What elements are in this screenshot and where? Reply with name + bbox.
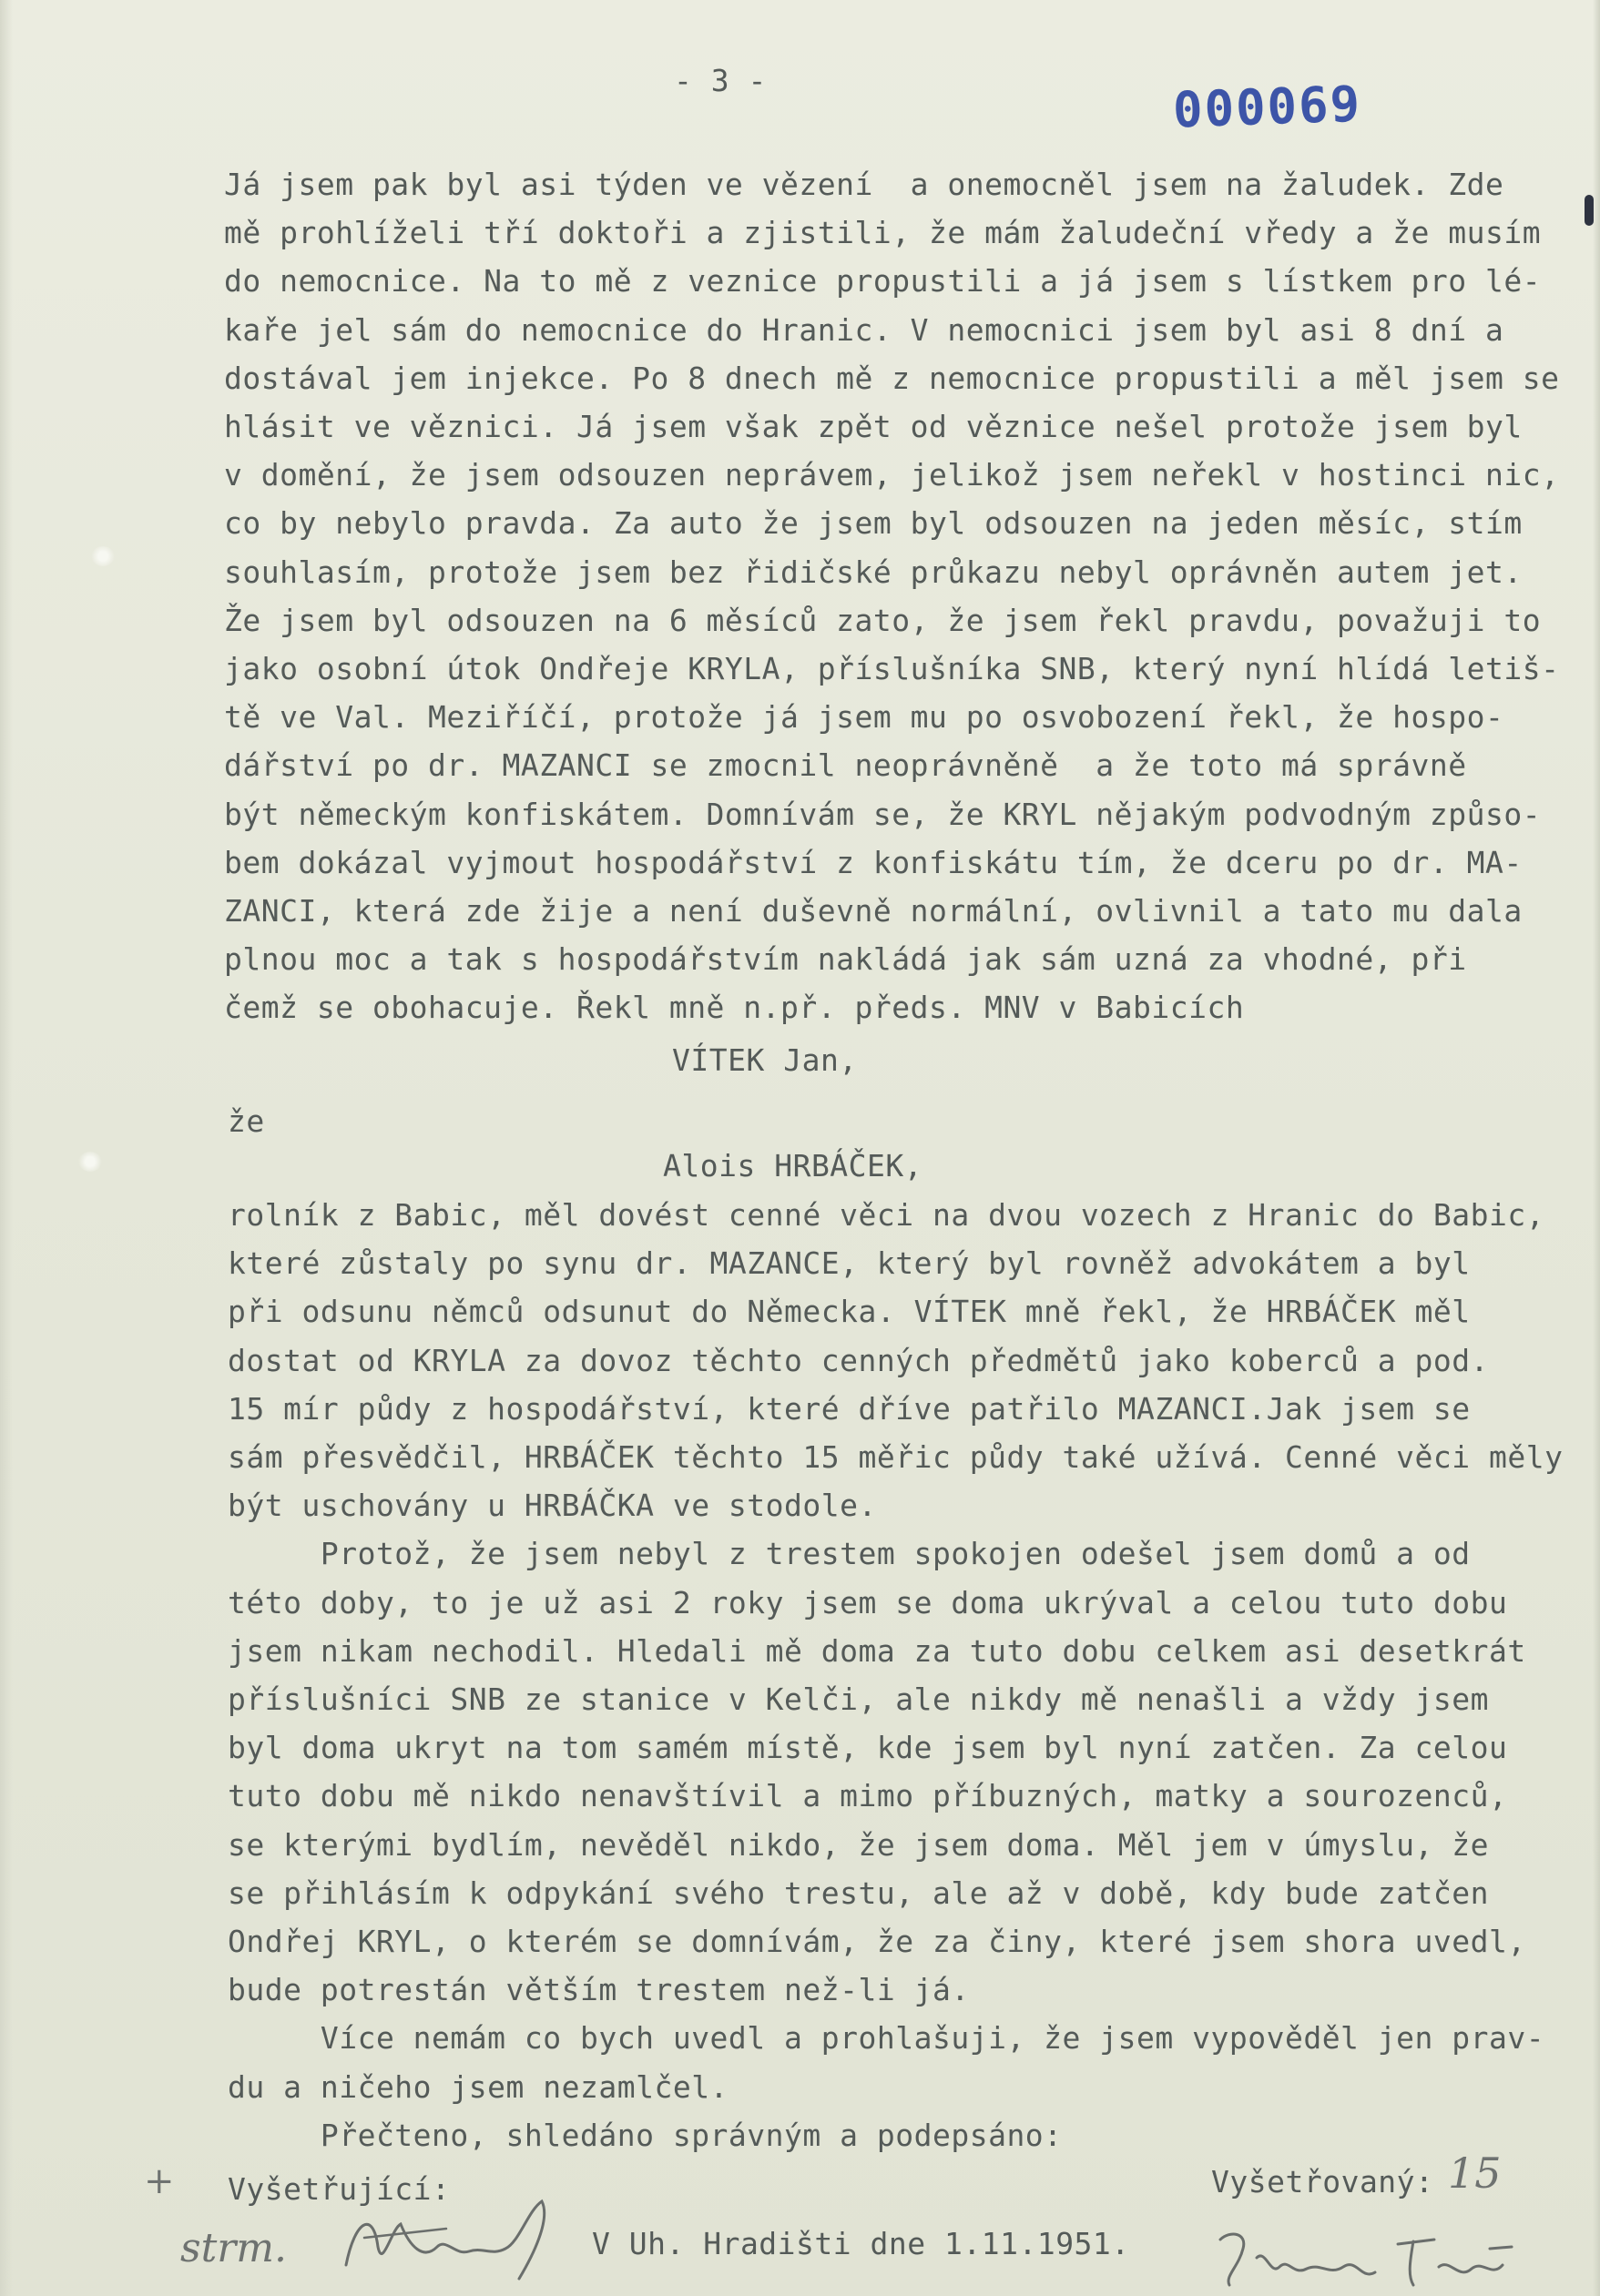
edge-ink-mark <box>1585 195 1594 226</box>
text-line: dostával jem injekce. Po 8 dnech mě z nemocnice propustili a měl jsem se <box>224 360 1560 396</box>
investigator-signature <box>337 2192 574 2292</box>
investigated-label: Vyšetřovaný: <box>1211 2164 1434 2199</box>
text-line: se přihlásím k odpykání svého trestu, ale až v době, kdy bude zatčen <box>228 1874 1490 1911</box>
text-line: které zůstaly po synu dr. MAZANCE, který byl rovněž advokátem a byl <box>228 1245 1471 1282</box>
text-line: do nemocnice. Na to mě z veznice propustili a já jsem s lístkem pro lé- <box>224 263 1542 300</box>
text-line: této doby, to je už asi 2 roky jsem se doma ukrýval a celou tuto dobu <box>228 1584 1508 1620</box>
text-line: rolník z Babic, měl dovést cenné věci na dvou vozech z Hranic do Babic, <box>228 1197 1545 1233</box>
place-date: V Uh. Hradišti dne 1.11.1951. <box>592 2226 1130 2261</box>
named-person-hrbacek: Alois HRBÁČEK, <box>663 1148 923 1184</box>
page-edge-right <box>1593 0 1600 2296</box>
text-line: při odsunu němců odsunut do Německa. VÍTEK mně řekl, že HRBÁČEK měl <box>228 1294 1471 1330</box>
text-line: se kterými bydlím, nevěděl nikdo, že jsem doma. Měl jem v úmyslu, že <box>228 1826 1490 1863</box>
text-line: Já jsem pak byl asi týden ve vězení a onemocněl jsem na žaludek. Zde <box>224 167 1504 202</box>
punch-hole-mark <box>91 546 115 566</box>
text-line: byl doma ukryt na tom samém místě, kde jsem byl nyní zatčen. Za celou <box>228 1730 1508 1766</box>
text-line: v domění, že jsem odsouzen neprávem, jelikož jsem neřekl v hostinci nic, <box>224 457 1560 493</box>
text-line: mě prohlíželi tří doktoři a zjistili, že mám žaludeční vředy a že musím <box>224 215 1542 251</box>
text-line: být uschovány u HRBÁČKA ve stodole. <box>228 1488 877 1524</box>
text-line: tě ve Val. Meziříčí, protože já jsem mu po osvobození řekl, že hospo- <box>224 699 1504 736</box>
text-line: dostat od KRYLA za dovoz těchto cenných předmětů jako koberců a pod. <box>228 1342 1490 1378</box>
text-line: kaře jel sám do nemocnice do Hranic. V nemocnici jsem byl asi 8 dní a <box>224 311 1504 348</box>
text-line: Protož, že jsem nebyl z trestem spokojen odešel jsem domů a od <box>228 1536 1471 1572</box>
text-line: dářství po dr. MAZANCI se zmocnil neoprávněně a že toto má správně <box>224 747 1467 784</box>
text-line: být německým konfiskátem. Domnívám se, že KRYL nějakým podvodným způso- <box>224 796 1542 832</box>
page-edge-shadow <box>0 0 13 2296</box>
text-line: du a ničeho jsem nezamlčel. <box>228 2068 729 2105</box>
investigated-signature <box>1202 2212 1530 2296</box>
text-line: 15 mír půdy z hospodářství, které dříve patřilo MAZANCI.Jak jsem se <box>228 1390 1471 1427</box>
text-line: co by nebylo pravda. Za auto že jsem byl odsouzen na jeden měsíc, stím <box>224 505 1523 542</box>
text-line: hlásit ve věznici. Já jsem však zpět od věznice nešel protože jsem byl <box>224 409 1523 444</box>
text-line: Přečteno, shledáno správným a podepsáno: <box>228 2117 1063 2153</box>
text-line: jako osobní útok Ondřeje KRYLA, příslušníka SNB, který nyní hlídá letiš- <box>224 651 1560 686</box>
text-line: ZANCI, která zde žije a není duševně normální, ovlivnil a tato mu dala <box>224 893 1523 929</box>
handwritten-cross-mark: + <box>144 2160 175 2202</box>
named-person-vitek: VÍTEK Jan, <box>672 1042 858 1078</box>
text-line: sám přesvědčil, HRBÁČEK těchto 15 měřic půdy také užívá. Cenné věci měly <box>228 1439 1564 1475</box>
conjunction-line: že <box>228 1103 265 1139</box>
text-line: bude potrestán větším trestem než-li já. <box>228 1972 970 2008</box>
text-line: Ondřej KRYL, o kterém se domnívám, že za činy, které jsem shora uvedl, <box>228 1924 1526 1959</box>
handwritten-rank: strm. <box>180 2225 288 2271</box>
text-line: plnou moc a tak s hospodářstvím nakládá jak sám uzná za vhodné, při <box>224 941 1467 978</box>
text-line: příslušníci SNB ze stanice v Kelči, ale nikdy mě nenašli a vždy jsem <box>228 1681 1490 1717</box>
text-line: čemž se obohacuje. Řekl mně n.př. předs. MNV v Babicích <box>224 990 1245 1026</box>
text-line: Více nemám co bych uvedl a prohlašuji, že jsem vypověděl jen prav- <box>228 2020 1545 2057</box>
archive-number: 000069 <box>1171 75 1363 139</box>
page-number: - 3 - <box>674 63 767 98</box>
text-line: Že jsem byl odsouzen na 6 měsíců zato, že jsem řekl pravdu, považuji to <box>224 602 1542 638</box>
punch-hole-mark <box>78 1152 102 1172</box>
handwritten-number: 15 <box>1448 2149 1502 2198</box>
text-line: souhlasím, protože jsem bez řidičské průkazu nebyl oprávněn autem jet. <box>224 554 1523 590</box>
text-line: jsem nikam nechodil. Hledali mě doma za tuto dobu celkem asi desetkrát <box>228 1632 1526 1669</box>
text-line: tuto dobu mě nikdo nenavštívil a mimo příbuzných, matky a sourozenců, <box>228 1778 1508 1814</box>
text-line: bem dokázal vyjmout hospodářství z konfiskátu tím, že dceru po dr. MA- <box>224 844 1523 880</box>
investigator-label: Vyšetřující: <box>228 2171 451 2207</box>
